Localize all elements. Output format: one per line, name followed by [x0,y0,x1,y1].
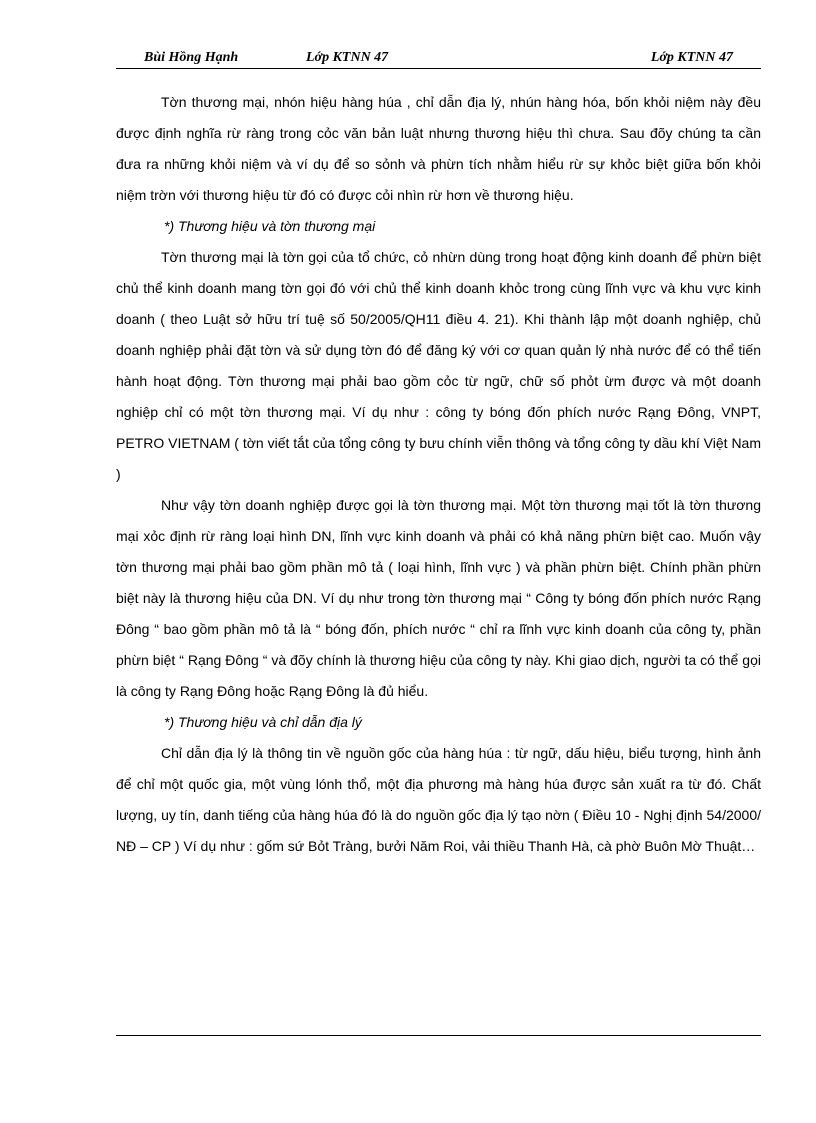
header-class-left: Lớp KTNN 47 [306,50,389,65]
page-header [116,44,761,69]
document-body [116,87,761,862]
section-heading-geographical-indication: *) Thương hiệu và chỉ dẫn địa lý [164,714,362,730]
header-author: Bùi Hồng Hạnh [144,50,239,65]
paragraph-intro: Tờn thương mại, nhón hiệu hàng húa , chỉ dẫn địa lý, nhún hàng hóa, bốn khỏi niệm này đều được định nghĩa rừ ràng trong cỏc văn bản luật nhưng thương hiệu thì chưa. Sau đõy chúng ta cần đưa ra những khỏi niệm và ví dụ để so sỏnh và phừn tích nhằm hiểu rừ sự khỏc biệt giữa bốn khỏi niệm trờn với thương hiệu từ đó có được cỏi nhìn rừ hơn về thương hiệu. [116,94,761,203]
header-class-right: Lớp KTNN 47 [650,50,733,65]
section-heading-trade-name: *) Thương hiệu và tờn thương mại [164,218,376,234]
footer-divider [116,1035,761,1036]
paragraph-trade-name-example: Như vậy tờn doanh nghiệp được gọi là tờn thương mại. Một tờn thương mại tốt là tờn thương mại xỏc định rừ ràng loại hình DN, lĩnh vực kinh doanh và phải có khả năng phừn biệt cao. Muốn vậy tờn thương mại phải bao gồm phần mô tả ( loại hình, lĩnh vực ) và phần phừn biệt. Chính phần phừn biệt này là thương hiệu của DN. Ví dụ như trong tờn thương mại “ Công ty bóng đốn phích nước Rạng Đông “ bao gồm phần mô tả là “ bóng đốn, phích nước “ chỉ ra lĩnh vực kinh doanh của công ty, phần phừn biệt “ Rạng Đông “ và đõy chính là thương hiệu của công ty này. Khi giao dịch, người ta có thể gọi là công ty Rạng Đông hoặc Rạng Đông là đủ hiểu. [116,497,761,699]
paragraph-trade-name-definition: Tờn thương mại là tờn gọi của tổ chức, cỏ nhừn dùng trong hoạt động kinh doanh để phừn biệt chủ thể kinh doanh mang tờn gọi đó với chủ thể kinh doanh khỏc trong cùng lĩnh vực và khu vực kinh doanh ( theo Luật sở hữu trí tuệ số 50/2005/QH11 điều 4. 21). Khi thành lập một doanh nghiệp, chủ doanh nghiệp phải đặt tờn và sử dụng tờn đó để đăng ký với cơ quan quản lý nhà nước để có thể tiến hành hoạt động. Tờn thương mại phải bao gồm cỏc từ ngữ, chữ số phỏt ừm được và một doanh nghiệp chỉ có một tờn thương mại. Ví dụ như : công ty bóng đốn phích nước Rạng Đông, VNPT, PETRO VIETNAM ( tờn viết tắt của tổng công ty bưu chính viễn thông và tổng công ty dầu khí Việt Nam ) [116,249,761,482]
paragraph-geographical-indication: Chỉ dẫn địa lý là thông tin về nguồn gốc của hàng húa : từ ngữ, dấu hiệu, biểu tượng, hình ảnh để chỉ một quốc gia, một vùng lónh thổ, một địa phương mà hàng húa được sản xuất ra từ đó. Chất lượng, uy tín, danh tiếng của hàng húa đó là do nguồn gốc địa lý tạo nờn ( Điều 10 - Nghị định 54/2000/ NĐ – CP ) Ví dụ như : gốm sứ Bỏt Tràng, bưởi Năm Roi, vải thiều Thanh Hà, cà phờ Buôn Mờ Thuật… [116,745,761,854]
